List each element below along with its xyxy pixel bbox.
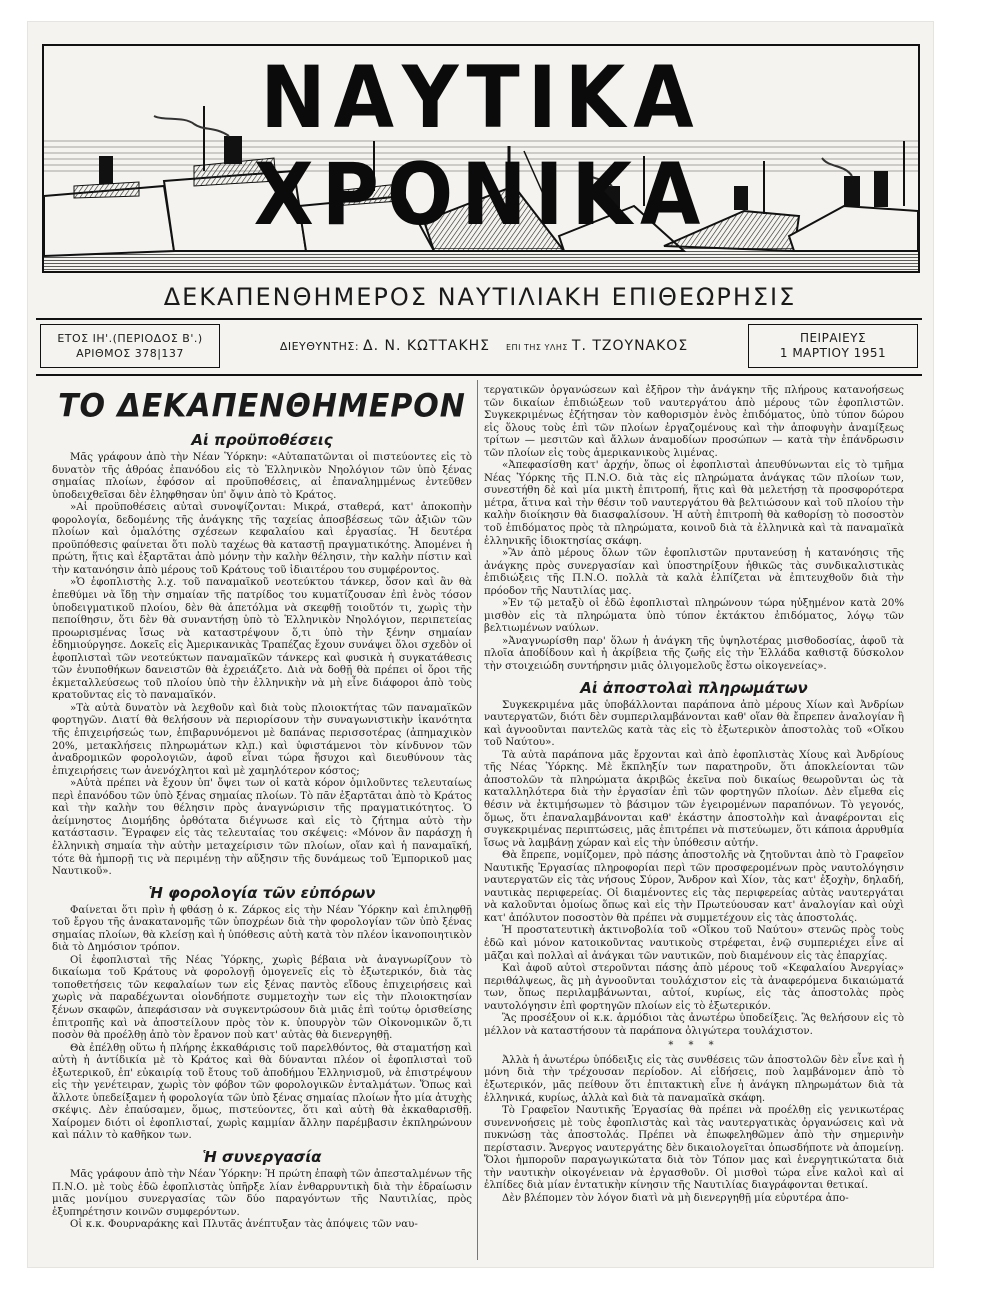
director-label: ΔΙΕΥΘΥΝΤΗΣ: bbox=[279, 340, 360, 353]
place-date-box bbox=[748, 324, 918, 368]
heading-forologia: Ἡ φορολογία τῶν εὐπόρων bbox=[148, 883, 376, 902]
right-column bbox=[484, 385, 904, 1205]
year-line: ΕΤΟΣ ΙΗ'.(ΠΕΡΙΟΔΟΣ Β'.) bbox=[57, 332, 203, 345]
paragraph: Φαίνεται ὅτι πρὶν ἡ φθάσῃ ὁ κ. Ζάρκος εἰς τὴν Νέαν Ὑόρκην καὶ ἐπιληφθῇ τοῦ ἔργου τῆς ἀνακατανομῆς τῶν ὑποχρέων διὰ τὴν φορολογίαν τῶν ὑπὸ ξένας σημαίας πλοίων, θὰ κλείσῃ καὶ ἡ ὑπόθεσις αὐτὴ κατὰ τὸν πλέον ἱκανοποιητικὸν διὰ τὸ Δημόσιον τρόπον. bbox=[52, 904, 472, 954]
paragraph: »Τὰ αὐτὰ δυνατὸν νὰ λεχθοῦν καὶ διὰ τοὺς πλοιοκτήτας τῶν παναμαϊκῶν φορτηγῶν. Διατί θὰ θελήσουν νὰ περιορίσουν τὴν συναγωνιστικὴν ἱκανότητα τῆς ἐπιχειρήσεώς των, ἐπιβαρυνόμενοι μὲ δαπάνας περισσοτέρας (ἀπημαχικὸν 20%, μετακλήσεις πληρωμάτων κλπ.) καὶ ὑφιστάμενοι τὸν κίνδυνον τῶν ἀναδρομικῶν φορολογιῶν, ἀφοῦ εἶναι τώρα ἥσυχοι καὶ διευθύνουν τὰς ἐπιχειρήσεις των ἀνενόχλητοι καὶ μὲ χαμηλότερον κόστος; bbox=[52, 702, 472, 777]
editors-line bbox=[236, 338, 732, 354]
paragraph: Μᾶς γράφουν ἀπὸ τὴν Νέαν Ὑόρκην: Ἡ πρώτη ἐπαφὴ τῶν ἀπεσταλμένων τῆς Π.Ν.Ο. μὲ τοὺς ἐδῶ ἐφοπλιστὰς ὑπῆρξε λίαν ἐνθαρρυντικὴ διὰ τὴν ἑδραίωσιν μιᾶς μονίμου συνεργασίας τῶν δύο παραγόντων τῆς Ναυτιλίας, πρὸς ἐξυπηρέτησιν κοινῶν συμφερόντων. bbox=[52, 1168, 472, 1218]
city: ΠΕΙΡΑΙΕΥΣ bbox=[799, 331, 867, 345]
masthead bbox=[42, 44, 920, 273]
paragraph: «Ἀπεφασίσθη κατ' ἀρχήν, ὅπως οἱ ἐφοπλισταὶ ἀπευθύνωνται εἰς τὸ τμῆμα Νέας Ὑόρκης τῆς Π.Ν.Ο. διὰ τὰς εἰς πληρώματα ἀνάγκας τῶν πλοίων των, συνεστήθη δὲ καὶ μία μικτὴ ἐπιτροπή, ἥτις καὶ θὰ μελετήσῃ τὰ προσφορότερα μέτρα, ἅτινα καὶ τὴν θέσιν τοῦ ναυτεργάτου θὰ βελτιώσουν καὶ τοῦ πλοίου τὴν καλὴν διοίκησιν θὰ διασφαλίσουν. Ἡ αὐτὴ ἐπιτροπὴ θὰ καθορίσῃ τὸ ποσοστὸν τοῦ ἐπιδόματος πρὸς τὰ πληρώματα, κοινοῦ διὰ τὰ ἑλληνικὰ καὶ τὰ παναμαϊκὰ ἑλληνικῆς ἰδιοκτησίας σκάφη. bbox=[484, 460, 904, 547]
paragraph: »Αἱ προϋποθέσεις αὐταὶ συνοψίζονται: Μικρά, σταθερά, κατ' ἀποκοπὴν φορολογία, δεδομένης τῆς ἀνάγκης τῆς ταχείας ἀποσβέσεως τῶν ἀξιῶν τῶν πλοίων καὶ ὁμαλότης σχέσεων κεφαλαίου καὶ ἐργασίας. Ἡ δευτέρα προϋπόθεσις φαίνεται ὅτι πολὺ ταχέως θὰ καταστῇ πραγματικότης. Ἀπομένει ἡ πρώτη, ἥτις καὶ ἐξαρτᾶται ἀπὸ μόνην τὴν καλὴν θέλησιν, τὴν καλὴν πίστιν καὶ τὴν κατανόησιν ἀπὸ μέρους τοῦ Κράτους τοῦ ἰδιαιτέρου του συμφέροντος. bbox=[52, 502, 472, 576]
paragraph: »Ἐν τῷ μεταξὺ οἱ ἐδῶ ἐφοπλισταὶ πληρώνουν τώρα ηὐξημένον κατὰ 20% μισθὸν εἰς τὰ πληρώματα ὑπὸ τύπον ἐκτάκτου ἐπιδόματος, λόγῳ τῶν βελτιωμένων ναύλων. bbox=[484, 598, 904, 635]
heading-proypotheseis: Αἱ προϋποθέσεις bbox=[191, 431, 333, 449]
section-separator: * * * bbox=[668, 1040, 720, 1052]
heading-apostolai: Αἱ ἀποστολαὶ πληρωμάτων bbox=[580, 678, 808, 697]
paragraph: Ἂς προσέξουν οἱ κ.κ. ἁρμόδιοι τὰς ἀνωτέρω ὑποδείξεις. Ἂς θελήσουν εἰς τὸ μέλλον νὰ καταστήσουν τὰ παράπονα ὀλιγώτερα τουλάχιστον. bbox=[484, 1013, 904, 1037]
paragraph: Ἡ προστατευτικὴ ἀκτινοβολία τοῦ «Οἴκου τοῦ Ναύτου» στενῶς πρὸς τοὺς ἐδῶ καὶ μόνον κατοικοῦντας ναυτικοὺς στρέφεται, ἐνῷ συμπεριέχει εἶνε αἱ μᾶζαι καὶ πολλαὶ αἱ ἀνάγκαι τῶν ναυτικῶν, ποὺ διαμένουν εἰς τὰς ἐπαρχίας. bbox=[484, 925, 904, 962]
masthead-subtitle: ΔΕΚΑΠΕΝΘΗΜΕΡΟΣ ΝΑΥΤΙΛΙΑΚΗ ΕΠΙΘΕΩΡΗΣΙΣ bbox=[163, 283, 797, 311]
paragraph: Θὰ ἔπρεπε, νομίζομεν, πρὸ πάσης ἀποστολῆς νὰ ζητοῦνται ἀπὸ τὸ Γραφεῖον Ναυτικῆς Ἐργασίας πληροφορίαι περὶ τῶν προσφερομένων πρὸς ναυτολόγησιν ναυτεργατῶν εἰς τὰς νήσους Σύρον, Ἄνδρον καὶ Χίον, τὰς κατ' ἐξοχὴν, δηλαδή, ναυτικὰς περιφερείας. Οἱ διαμένοντες εἰς τὰς περιφερείας αὐτὰς ναυτεργάται νὰ καλοῦνται ὁμοίως ὅπως καὶ εἰς τὴν Πρωτεύουσαν κατ' ἀναλογίαν καὶ οὐχὶ κατ' ἀπόλυτον ποσοστὸν θὰ πρέπει νὰ συμμετέχουν εἰς τὰς ἀποστολάς. bbox=[484, 850, 904, 924]
material-label: ΕΠΙ ΤΗΣ ΥΛΗΣ bbox=[506, 343, 568, 352]
masthead-title: ΝΑΥΤΙΚΑ ΧΡΟΝΙΚΑ bbox=[253, 48, 709, 245]
left-column bbox=[52, 385, 472, 1232]
paragraph: »Ὁ ἐφοπλιστὴς λ.χ. τοῦ παναμαϊκοῦ νεοτεύκτου τάνκερ, ὅσον καὶ ἂν θὰ ἐπεθύμει νὰ ἴδῃ τὴν σημαίαν τῆς πατρίδος του κυματίζουσαν ἐπὶ ἑνὸς τόσον ὑποδειγματικοῦ πλοίου, δὲν θὰ ἀπετόλμα νὰ σκεφθῇ τοιοῦτόν τι, χωρὶς τὴν πεποίθησιν, ὅτι δὲν θὰ συναντήσῃ ὑπὸ τὸ Ἑλληνικὸν Νηολόγιον, περιπετείας προωρισμένας ἴσως νὰ καταστρέψουν ὅ,τι ὑπὸ τὴν ξένην σημαίαν ἐδημιούργησε. Δοκεῖς εἰς Ἀμερικανικὰς Τραπέζας ἔχουν συνάψει ὅλοι σχεδὸν οἱ ἐφοπλισταὶ τῶν νεοτεύκτων παναμαϊκῶν τάνκερς καὶ φυσικὰ ἡ συγκατάθεσις τῶν ἐνυποθήκων δανειστῶν θὰ ἐχρειάζετο. Διὰ νὰ δοθῇ θὰ πρέπει οἱ ὅροι τῆς ἐκμεταλλεύσεως τοῦ πλοίου ὑπὸ τὴν ἑλληνικὴν νὰ μὴ εἶνε διάφοροι ἀπὸ τοὺς κρατοῦντας εἰς τὸ παναμαϊκόν. bbox=[52, 577, 472, 702]
column-divider bbox=[477, 380, 478, 1260]
paragraph: Καὶ ἀφοῦ αὐτοὶ στεροῦνται πάσης ἀπὸ μέρους τοῦ «Κεφαλαίου Ἀνεργίας» περιθάλψεως, ἂς μὴ ἀγνοοῦνται τουλάχιστον εἰς τὰ ἀναφερόμενα δικαιώματά των, ὅπως περιλαμβάνωνται, αὐτοί, κυρίως, εἰς τὰς ἀποστολὰς πρὸς ναυτολόγησιν ἐπὶ φορτηγῶν πλοίων εἰς τὸ ἐξωτερικόν. bbox=[484, 963, 904, 1012]
main-title: ΤΟ ΔΕΚΑΠΕΝΘΗΜΕΡΟΝ bbox=[58, 387, 466, 426]
paragraph: Τὰ αὐτὰ παράπονα μᾶς ἔρχονται καὶ ἀπὸ ἐφοπλιστὰς Χίους καὶ Ἀνδρίους τῆς Νέας Ὑόρκης. Μὲ ἔκπληξίν των παρατηροῦν, ὅτι ἀποκλείονται τῶν ἀποστολῶν τὰ πληρώματα ἀκριβῶς ἐκεῖνα ποὺ δικαίως θεωροῦνται ὡς τὰ καταλληλότερα διὰ τὴν ἐργασίαν ἐπὶ τῶν φορτηγῶν πλοίων. Δὲν εἴμεθα εἰς θέσιν νὰ ἐκτιμήσωμεν τὸ βάσιμον τῶν ἐγειρομένων παραπόνων. Τὸ γεγονός, ὅμως, ὅτι ἐπαναλαμβάνονται καθ' ἑκάστην ἀποστολὴν καὶ ἀναφέρονται εἰς συγκεκριμένας περιπτώσεις, μᾶς ἐπιτρέπει νὰ πιστεύωμεν, ὅτι κάποια ἀρρυθμία ἴσως νὰ λαμβάνῃ χώραν καὶ εἰς τὴν ὑπόθεσιν αὐτήν. bbox=[484, 749, 904, 849]
material-name: Τ. ΤΖΟΥΝΑΚΟΣ bbox=[571, 338, 689, 354]
number-line: ΑΡΙΘΜΟΣ 378|137 bbox=[76, 347, 184, 360]
paragraph: Συγκεκριμένα μᾶς ὑποβάλλονται παράπονα ἀπὸ μέρους Χίων καὶ Ἀνδρίων ναυτεργατῶν, διότι δὲν συμπεριλαμβάνονται καθ' οἵαν θὰ ἔπρεπεν ἀναλογίαν ἢ καὶ ἀγνοοῦνται παντελῶς κατὰ τὰς εἰς τὸ ἐξωτερικὸν ἀποστολὰς τοῦ «Οἴκου τοῦ Ναύτου». bbox=[484, 699, 904, 749]
paragraph: Θὰ ἐπέλθῃ οὕτω ἡ πλήρης ἐκκαθάρισις τοῦ παρελθόντος, θὰ σταματήσῃ καὶ αὐτὴ ἡ ἀντίδικία μὲ τὸ Κράτος καὶ θὰ δύνανται πλέον οἱ ἐφοπλισταὶ τοῦ ἐξωτερικοῦ, ἐπ' εὐκαιρίᾳ τοῦ ἔτους τοῦ ἀποδήμου Ἑλληνισμοῦ, νὰ ἐπιστρέψουν εἰς τὴν γενέτειραν, χωρὶς τὸν φόβον τῶν φορολογικῶν ἐνταλμάτων. Ὅπως καὶ ἄλλοτε ὑπεδείξαμεν ἡ φορολογία τῶν ὑπὸ ξένας σημαίας πλοίων ἦτο μία ἀτυχὴς σκέψις. Δὲν ἐπαύσαμεν, ὅμως, πιστεύοντες, ὅτι καὶ αὐτὴ θὰ ἐκκαθαρισθῇ. Χαίρομεν διότι οἱ ἐφοπλισταί, χωρὶς καμμίαν ἄλλην παρέμβασιν ἐκπληρώνουν καὶ πάλιν τὸ καθῆκον των. bbox=[52, 1042, 472, 1142]
issue-info-bar bbox=[36, 318, 922, 376]
issue-number-box bbox=[40, 324, 220, 368]
director-name: Δ. Ν. ΚΩΤΤΑΚΗΣ bbox=[363, 338, 490, 354]
paragraph: »Ἂν ἀπὸ μέρους ὅλων τῶν ἐφοπλιστῶν πρυτανεύσῃ ἡ κατανόησις τῆς ἀνάγκης πρὸς συνεργασίαν καὶ ὑποστηρίξουν ἠθικῶς τὰς συνδικαλιστικὰς ἐπιδιώξεις τῆς Π.Ν.Ο. πολλὰ τὰ καλὰ ἐλπίζεται νὰ ἐπιτευχθοῦν διὰ τὴν πρόοδον τῆς Ναυτιλίας μας. bbox=[484, 548, 904, 597]
paragraph: Οἱ ἐφοπλισταὶ τῆς Νέας Ὑόρκης, χωρὶς βέβαια νὰ ἀναγνωρίζουν τὸ δικαίωμα τοῦ Κράτους νὰ φορολογῇ ὁμογενεῖς εἰς τὸ ἐξωτερικόν, διὰ τὰς τοποθετήσεις τῶν κεφαλαίων των εἰς ξένας παντὸς εἴδους ἐπιχειρήσεις καὶ χωρὶς νὰ παραδέχωνται οἱονδήποτε συμμετοχὴν των εἰς τὴν πλοιοκτησίαν ξένων σκαφῶν, ἀπεφάσισαν νὰ συγκεντρώσουν διὰ μιᾶς ἐπὶ τούτῳ ὁρισθείσης ἐπιτροπῆς καὶ νὰ ἀποστείλουν πρὸς τὸν κ. ὑπουργὸν τῶν Οἰκονομικῶν ὅ,τι ποσὸν θὰ προέλθῃ ἀπὸ τὸν ἔρανον ποὺ κατ' αὐτὰς θὰ διενεργηθῇ. bbox=[52, 954, 472, 1042]
paragraph: Οἱ κ.κ. Φουρναράκης καὶ Πλυτᾶς ἀνέπτυξαν τὰς ἀπόψεις τῶν ναυ- bbox=[70, 1219, 418, 1231]
paragraph: Δὲν βλέπομεν τὸν λόγον διατὶ νὰ μὴ διενεργηθῇ μία εὐρυτέρα ἀπο- bbox=[502, 1192, 849, 1204]
paragraph: τεργατικῶν ὀργανώσεων καὶ ἐξῆρον τὴν ἀνάγκην τῆς πλήρους κατανοήσεως τῶν δικαίων ἐπιδιώξεων τοῦ ναυτεργάτου ἀπὸ μέρους τῶν ἐφοπλιστῶν. Συγκεκριμένως ἐζήτησαν τὸν καθορισμὸν ἑνὸς ἐπιδόματος, ὑπὸ τύπον δώρου εἰς ὅλους τοὺς ἐπὶ τῶν πλοίων ἐργαζομένους καὶ τὴν ἀποφυγὴν ἀναμίξεως τρίτων — μεσιτῶν καὶ ἄλλων ἀναμοδίων προσώπων — κατὰ τὴν ἐπάνδρωσιν τῶν πλοίων εἰς τοὺς ἀμερικανικοὺς λιμένας. bbox=[484, 385, 904, 459]
heading-synergasia: Ἡ συνεργασία bbox=[202, 1147, 322, 1166]
paragraph: »Αὐτὰ πρέπει νὰ ἔχουν ὑπ' ὄψει των οἱ κατὰ κόρον ὁμιλοῦντες τελευταίως περὶ ἐπανόδου τῶν ὑπὸ ξένας σημαίας πλοίων. Τὸ πᾶν ἐξαρτᾶται ἀπὸ τὸ Κράτος καὶ τὴν καλὴν του θέλησιν πρὸς ἀναγνώρισιν τῆς πραγματικότητος. Ὁ ἀείμνηστος Διομήδης ὀρθότατα διέγνωσε καὶ εἰς τὸ ζήτημα αὐτὸ τὴν κατάστασιν. Ἔγραφεν εἰς τὰς τελευταίας του σκέψεις: «Μόνον ἂν παράσχῃ ἡ ἑλληνικὴ σημαία τὴν αὐτὴν μεταχείρισιν τῶν πλοίων, οἵαν καὶ ἡ παναμαϊκή, τότε θὰ ἠμπορῇ τις νὰ περιμένῃ τὴν αὔξησιν τῆς δυνάμεως τοῦ Ἐμπορικοῦ μας Ναυτικοῦ». bbox=[52, 778, 472, 878]
paragraph: Τὸ Γραφεῖον Ναυτικῆς Ἐργασίας θὰ πρέπει νὰ προέλθῃ εἰς γενικωτέρας συνεννοήσεις μὲ τοὺς ἐφοπλιστὰς καὶ τὰς ναυτεργατικὰς ὀργανώσεις καὶ νὰ πυκνώσῃ τὰς ἀποστολάς. Πρέπει νὰ ἐπωφεληθῶμεν ἀπὸ τὴν σημερινὴν περίστασιν. Ἄνεργος ναυτεργάτης δὲν δικαιολογεῖται ὁπωσδήποτε νὰ ἀπομείνῃ. Ὅλοι ἠμποροῦν παραγωγικώτατα διὰ τὸν Τόπον μας καὶ ἐνεργητικώτατα διὰ τὴν ναυτικὴν οἰκογένειαν νὰ ἐργασθοῦν. Οἱ μισθοὶ τώρα εἶνε καλοὶ καὶ αἱ ἐλπίδες διὰ μίαν ἐντατικὴν κίνησιν τῆς Ναυτιλίας διαγράφονται θετικαί. bbox=[484, 1105, 904, 1192]
issue-date: 1 ΜΑΡΤΙΟΥ 1951 bbox=[779, 346, 887, 360]
paragraph: »Ἀναγνωρίσθη παρ' ὅλων ἡ ἀνάγκη τῆς ὑψηλοτέρας μισθοδοσίας, ἀφοῦ τὰ πλοῖα ἀποδίδουν καὶ ἡ ἀκρίβεια τῆς ζωῆς εἰς τὴν Ἑλλάδα καθιστᾷ δύσκολον τὴν στοιχειώδη συντήρησιν μιᾶς ὀλιγομελοῦς ἔστω οἰκογενείας». bbox=[484, 635, 904, 673]
paragraph: Ἀλλὰ ἡ ἀνωτέρω ὑπόδειξις εἰς τὰς συνθέσεις τῶν ἀποστολῶν δὲν εἶνε καὶ ἡ μόνη διὰ τὴν τρέχουσαν περίοδον. Αἱ εἰδήσεις, ποὺ λαμβάνομεν ἀπὸ τὸ ἐξωτερικόν, μᾶς πείθουν ὅτι ἐπιτακτικὴ εἶνε ἡ ἀνάγκη πληρωμάτων διὰ τὰ ἑλληνικά, κυρίως, ἀλλὰ καὶ διὰ τὰ παναμαϊκὰ σκάφη. bbox=[484, 1054, 904, 1104]
paragraph: Μᾶς γράφουν ἀπὸ τὴν Νέαν Ὑόρκην: «Αὐταπατῶνται οἱ πιστεύοντες εἰς τὸ δυνατὸν τῆς ἀθρόας ἐπανόδου εἰς τὸ Ἑλληνικὸν Νηολόγιον τῶν ὑπὸ ξένας σημαίας πλοίων, ἐφόσον αἱ προϋποθέσεις, αἱ ἐπαναλημμένως ἐντεῦθεν ὑποδειχθεῖσαι δὲν ἐληφθησαν ὑπ' ὄψιν ἀπὸ τὸ Κράτος. bbox=[52, 452, 472, 501]
